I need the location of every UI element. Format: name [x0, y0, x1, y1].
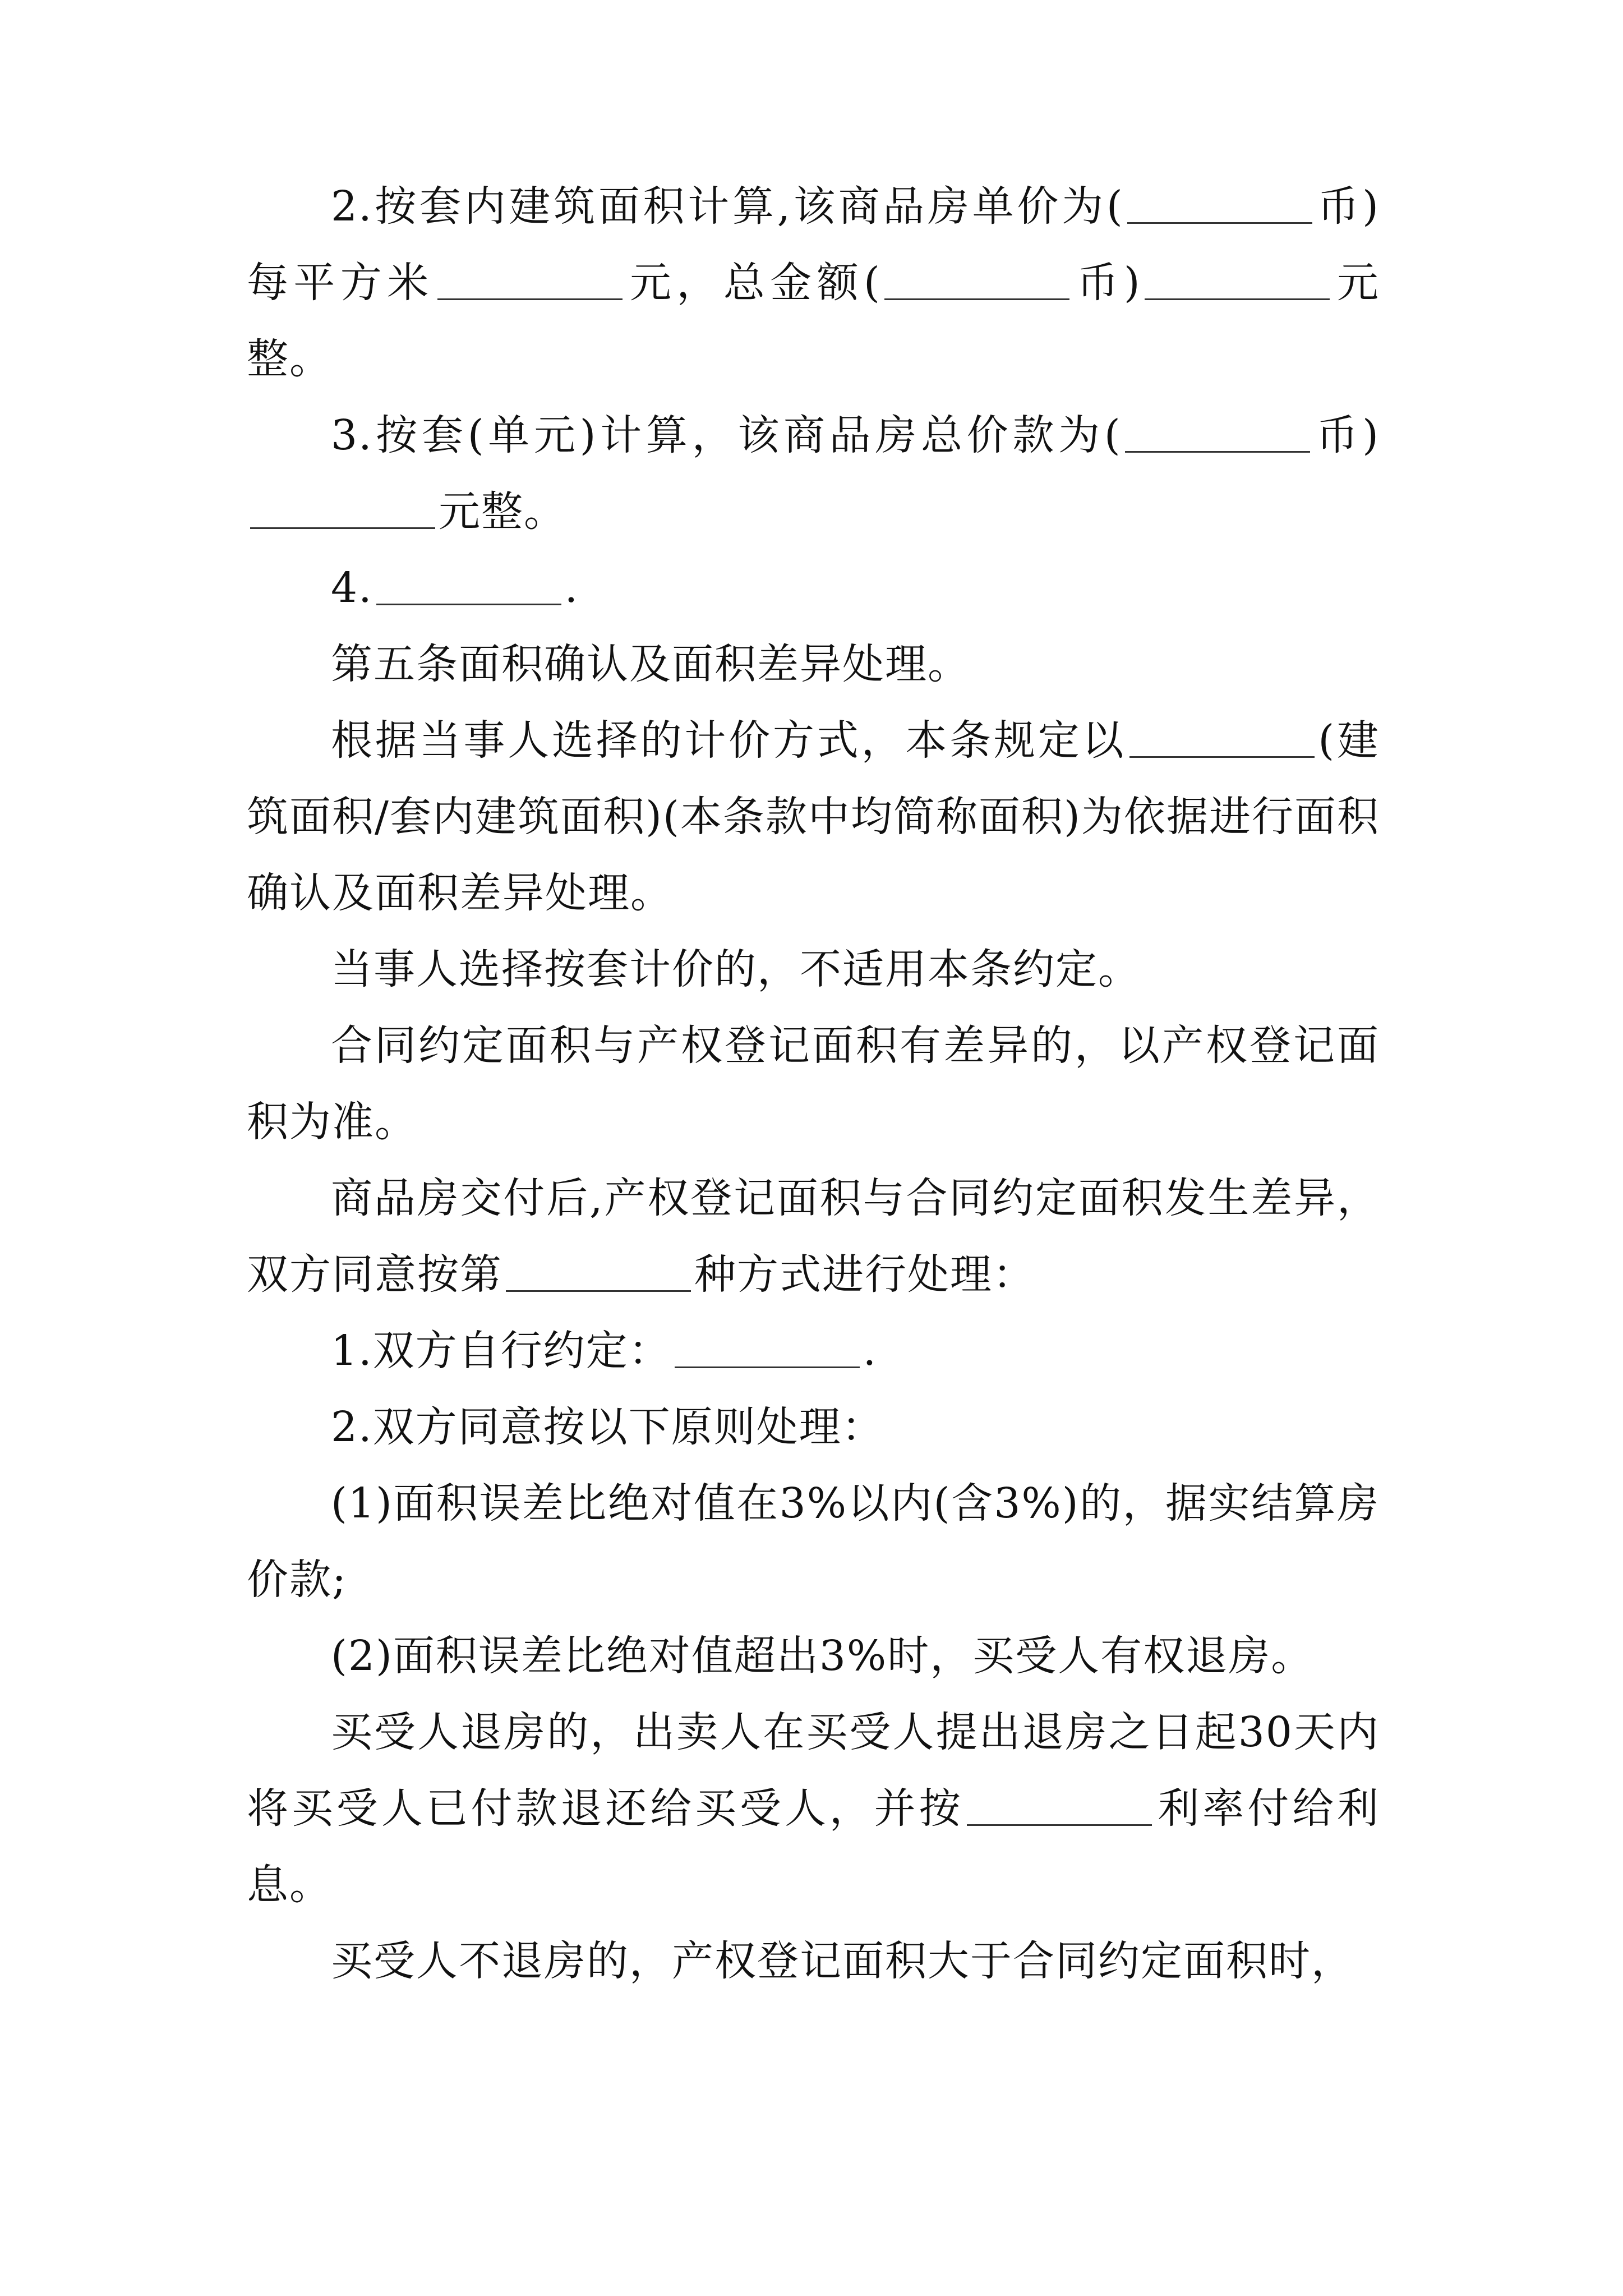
paragraph-option-2 [247, 1389, 1380, 1465]
text-segment: 元整。 [439, 487, 566, 536]
section-heading: 第五条面积确认及面积差异处理。 [331, 640, 970, 688]
text-segment: 根据当事人选择的计价方式，本条规定以 [331, 716, 1127, 765]
text-segment: 币) [1313, 411, 1380, 459]
text-segment: (2)面积误差比绝对值超出3%时，买受人有权退房。 [331, 1632, 1314, 1680]
paragraph-area-difference-method [247, 1160, 1380, 1313]
fill-blank-agreement [675, 1325, 860, 1368]
paragraph-price-by-unit [247, 397, 1380, 550]
text-segment: (建筑面积/套内建筑面积)(本条款中均简称面积)为依据进行面积确认及面积差异处理。 [247, 716, 1380, 917]
text-segment: 买受人不退房的，产权登记面积大于合同约定面积时， [331, 1937, 1354, 1985]
paragraph-registered-area-prevails [247, 1007, 1380, 1160]
paragraph-no-refund [247, 1923, 1380, 1999]
document-page [247, 168, 1380, 1999]
text-segment: 合同约定面积与产权登记面积有差异的，以产权登记面积为准。 [247, 1022, 1380, 1146]
fill-blank-area-type [1129, 715, 1315, 758]
paragraph-price-by-inner-area [247, 168, 1380, 397]
text-segment: . [863, 1327, 878, 1375]
fill-blank-currency [884, 257, 1069, 300]
paragraph-rule-1 [247, 1465, 1380, 1618]
fill-blank-other [376, 562, 561, 605]
paragraph-option-1 [247, 1313, 1380, 1389]
fill-blank-currency [1125, 409, 1310, 453]
fill-blank-currency [1127, 181, 1312, 224]
paragraph-not-applicable [247, 931, 1380, 1007]
paragraph-item-4 [247, 550, 1380, 626]
paragraph-article-5-heading [247, 626, 1380, 702]
text-segment: 币) [1072, 259, 1141, 307]
fill-blank-method-number [506, 1249, 691, 1292]
fill-blank-total-amount [1145, 257, 1330, 300]
text-segment: 2.双方同意按以下原则处理： [331, 1403, 884, 1451]
fill-blank-total-price [250, 486, 435, 529]
text-segment: 种方式进行处理： [694, 1250, 1035, 1299]
text-segment: 1.双方自行约定： [331, 1327, 671, 1375]
text-segment: 利率付给利息。 [247, 1784, 1380, 1909]
text-segment: 买受人退房的，出卖人在买受人提出退房之日起30天内将买受人已付款退还给买受人，并按 [247, 1708, 1380, 1833]
text-segment: 3.按套(单元)计算，该商品房总价款为( [331, 411, 1122, 459]
text-segment: 2.按套内建筑面积计算,该商品房单价为( [331, 182, 1124, 231]
paragraph-area-basis [247, 702, 1380, 931]
paragraph-rule-2 [247, 1618, 1380, 1694]
text-segment: 当事人选择按套计价的，不适用本条约定。 [331, 945, 1141, 993]
text-segment: 币) 每平方米 [247, 182, 1380, 307]
text-segment: 商品房交付后,产权登记面积与合同约定面积发生差异，双方同意按第 [247, 1174, 1380, 1299]
text-segment: 元整。 [247, 259, 1380, 383]
fill-blank-interest-rate [967, 1783, 1152, 1826]
text-segment: 4. [331, 564, 373, 612]
text-segment: 元，总金额( [625, 259, 881, 307]
fill-blank-unit-price [437, 257, 623, 300]
text-segment: (1)面积误差比绝对值在3%以内(含3%)的，据实结算房价款; [247, 1479, 1380, 1604]
text-segment: . [564, 564, 579, 612]
paragraph-refund [247, 1694, 1380, 1923]
